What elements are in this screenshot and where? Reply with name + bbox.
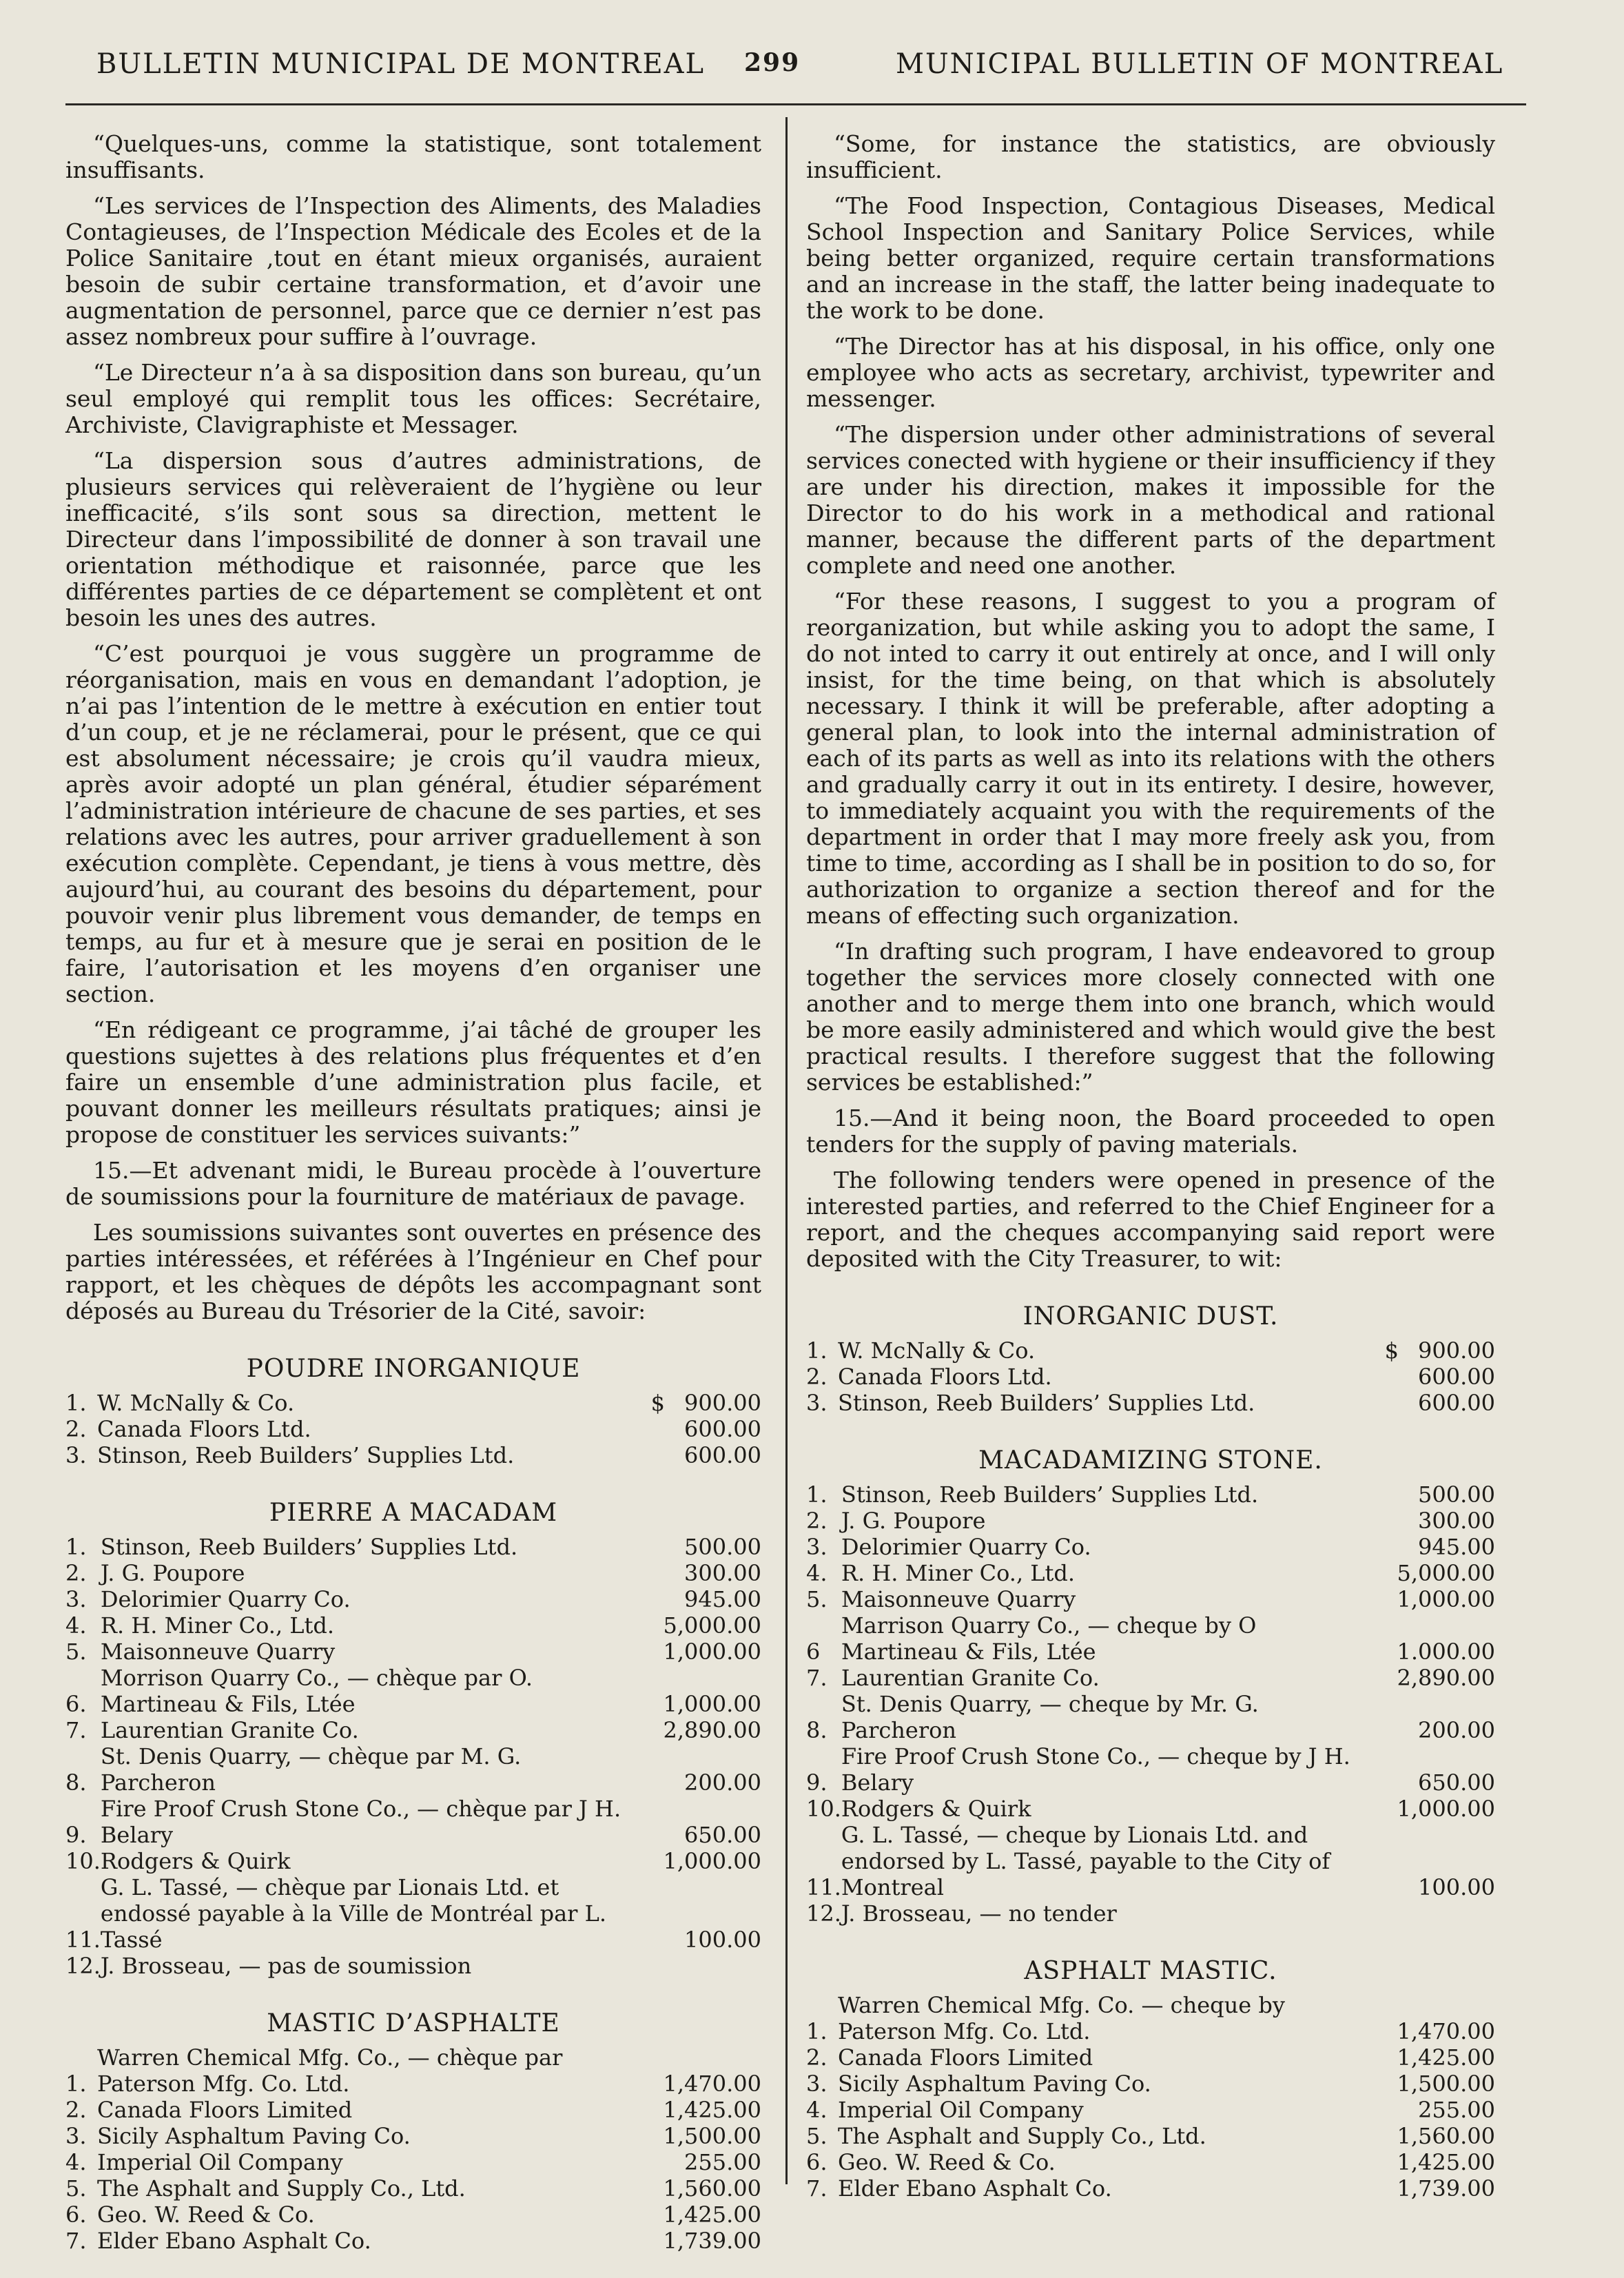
dollar-sign <box>1377 1691 1397 1743</box>
tender-name <box>841 1586 1377 1612</box>
tender-amount: 650.00 <box>684 1822 761 1848</box>
tender-name-text: G. L. Tassé, — cheque by Lionais Ltd. and endorsed by L. Tassé, payable to the City of Montreal <box>841 1822 1330 1900</box>
tender-number: 1. <box>806 1337 828 1364</box>
tender-name <box>841 1822 1377 1900</box>
tender-amount: 2,890.00 <box>1397 1665 1495 1691</box>
tender-row <box>806 1822 1495 1900</box>
tender-name-text: Rodgers & Quirk <box>841 1796 1031 1822</box>
tender-number: 3. <box>65 2123 87 2149</box>
tender-number: 12. <box>65 1953 101 1979</box>
header-rule <box>65 103 1526 105</box>
tender-amount: 5,000.00 <box>1397 1560 1495 1586</box>
tender-name <box>841 1796 1377 1822</box>
tender-amount: 900.00 <box>684 1390 761 1416</box>
tender-row <box>806 1508 1495 1534</box>
tender-number: 10. <box>65 1848 101 1874</box>
tender-section-heading: ASPHALT MASTIC. <box>1024 1957 1277 1985</box>
tender-amount: 600.00 <box>684 1442 761 1468</box>
tender-amount: 100.00 <box>1418 1874 1495 1900</box>
tender-name <box>838 2123 1377 2149</box>
tender-row <box>65 1416 761 1442</box>
tender-amount: 200.00 <box>684 1769 761 1796</box>
tender-name-text: Fire Proof Crush Stone Co., — chèque par J H. Belary <box>100 1796 621 1848</box>
dollar-sign <box>644 1416 665 1442</box>
tender-name-text: Stinson, Reeb Builders’ Supplies Ltd. <box>100 1534 518 1560</box>
paragraph: 15.—Et advenant midi, le Bureau procède à l’ouverture de soumissions pour la fourniture de matériaux de pavage. <box>65 1157 761 1210</box>
dollar-sign <box>1377 1900 1397 1927</box>
tender-name <box>101 1534 643 1560</box>
tender-row <box>806 1691 1495 1743</box>
tender-table <box>65 2044 761 2254</box>
tender-amount: 900.00 <box>1418 1337 1495 1364</box>
tender-amount: 1,000.00 <box>663 1691 761 1717</box>
tender-amount: 1,000.00 <box>1397 1796 1495 1822</box>
tender-name-text: Elder Ebano Asphalt Co. <box>97 2228 371 2254</box>
dollar-sign <box>1377 1560 1397 1586</box>
tender-amount: 200.00 <box>1418 1717 1495 1743</box>
tender-name-text: Canada Floors Limited <box>97 2097 353 2123</box>
dollar-sign <box>1377 1796 1397 1822</box>
tender-number: 10. <box>806 1796 841 1822</box>
tender-number: 9. <box>65 1822 87 1848</box>
dollar-sign <box>1377 2071 1397 2097</box>
tender-name-text: Canada Floors Limited <box>838 2044 1093 2071</box>
paragraph: “The Director has at his disposal, in his office, only one employee who acts as secretary, archivist, typewriter and messenger. <box>806 333 1495 412</box>
dollar-sign <box>643 1612 664 1639</box>
tender-name <box>97 2202 643 2228</box>
tender-name-text: Maisonneuve Quarry <box>841 1586 1076 1612</box>
paragraph: “La dispersion sous d’autres administrations, de plusieurs services qui relèveraient de l’hygiène ou leur inefficacité, s’ils sont sous sa direction, mettent le Directeur dans l’impossibilité de donner à son travail une orientation méthodique et raisonnée, parce que les différentes parties de ce département se complètent et ont besoin les unes des autres. <box>65 447 761 631</box>
tender-row <box>65 1534 761 1560</box>
paragraph: “Quelques-uns, comme la statistique, sont totalement insuffisants. <box>65 130 761 183</box>
tender-number: 12. <box>806 1900 841 1927</box>
tender-row <box>806 1992 1495 2044</box>
tender-amount <box>1397 1900 1496 1927</box>
tender-name-text: Canada Floors Ltd. <box>97 1416 311 1442</box>
tender-name <box>97 1390 644 1416</box>
tender-name-text: Geo. W. Reed & Co. <box>838 2149 1056 2175</box>
tender-name <box>841 1900 1377 1927</box>
paragraph: “For these reasons, I suggest to you a program of reorganization, but while asking you to adopt the same, I do not inted to carry it out entirely at once, and I will only insist, for the time being, on that which is absolutely necessary. I think it will be preferable, after adopting a general plan, to look into the internal administration of each of its parts as well as into its relations with the others and gradually carry it out in its entirety. I desire, however, to immediately acquaint you with the requirements of the department in order that I may more freely ask you, from time to time, according as I shall be in position to do so, for authorization to organize a section thereof and for the means of effecting such organization. <box>806 588 1495 929</box>
tender-amount: 1,000.00 <box>663 1639 761 1665</box>
tender-name-text: R. H. Miner Co., Ltd. <box>841 1560 1076 1586</box>
paragraph: “The dispersion under other administrations of several services conected with hygiene or their insufficiency if they are under his direction, makes it impossible for the Director to do his work in a methodical and rational manner, because the different parts of the department complete and need one another. <box>806 421 1495 579</box>
tender-table <box>806 1337 1495 1416</box>
tender-amount: 1,425.00 <box>1397 2149 1495 2175</box>
tender-number: 5. <box>806 2123 828 2149</box>
tender-name-text: St. Denis Quarry, — cheque by Mr. G. Parcheron <box>841 1691 1259 1743</box>
dollar-sign <box>1377 1665 1397 1691</box>
tender-row <box>806 2123 1495 2149</box>
tender-row <box>806 2149 1495 2175</box>
tender-row <box>806 2071 1495 2097</box>
tender-row <box>65 1796 761 1848</box>
dollar-sign <box>1377 2097 1397 2123</box>
tender-number: 1. <box>65 2071 87 2097</box>
dollar-sign <box>643 1717 664 1743</box>
tender-table <box>65 1534 761 1979</box>
dollar-sign <box>1377 1534 1397 1560</box>
tender-number: 1. <box>806 1481 828 1508</box>
tender-amount: 945.00 <box>684 1586 761 1612</box>
tender-row <box>65 1848 761 1874</box>
french-column <box>65 131 761 2254</box>
tender-name <box>838 2149 1377 2175</box>
column-divider <box>785 117 788 2184</box>
tender-name <box>97 2175 643 2202</box>
header-left-title: BULLETIN MUNICIPAL DE MONTREAL <box>96 48 706 80</box>
tender-number: 8. <box>65 1769 87 1796</box>
tender-row <box>65 1560 761 1586</box>
tender-number: 2. <box>806 2044 828 2071</box>
tender-amount: 500.00 <box>684 1534 761 1560</box>
tender-number: 4. <box>806 2097 828 2123</box>
tender-row <box>806 2175 1495 2202</box>
tender-amount: 100.00 <box>684 1927 761 1953</box>
tender-amount: 300.00 <box>684 1560 761 1586</box>
tender-name-text: Marrison Quarry Co., — cheque by O Martineau & Fils, Ltée <box>841 1612 1257 1665</box>
tender-name <box>97 2044 643 2097</box>
tender-section-heading: MACADAMIZING STONE. <box>978 1446 1323 1475</box>
tender-number: 1. <box>65 1534 87 1560</box>
dollar-sign <box>1377 1743 1397 1796</box>
dollar-sign <box>644 1442 665 1468</box>
tender-amount: 600.00 <box>1418 1390 1495 1416</box>
tender-name <box>838 2097 1377 2123</box>
tender-name-text: Morrison Quarry Co., — chèque par O. Martineau & Fils, Ltée <box>100 1665 533 1717</box>
dollar-sign <box>1377 1992 1397 2044</box>
tender-row <box>65 2149 761 2175</box>
tender-row <box>806 1390 1495 1416</box>
tender-name-text: Sicily Asphaltum Paving Co. <box>838 2071 1151 2097</box>
dollar-sign <box>1377 1586 1397 1612</box>
tender-amount: 5,000.00 <box>663 1612 761 1639</box>
tender-row <box>65 1665 761 1717</box>
tender-table <box>806 1481 1495 1927</box>
tender-number: 4. <box>65 2149 87 2175</box>
tender-name <box>101 1717 643 1743</box>
dollar-sign <box>1377 1508 1397 1534</box>
dollar-sign <box>1377 2149 1397 2175</box>
tender-amount: 1,425.00 <box>663 2202 761 2228</box>
tender-amount: 1,500.00 <box>663 2123 761 2149</box>
tender-number: 11. <box>65 1927 101 1953</box>
dollar-sign <box>643 1665 664 1717</box>
tender-name <box>101 1874 643 1953</box>
tender-row <box>65 1743 761 1796</box>
tender-amount: 1,470.00 <box>1397 2018 1495 2044</box>
tender-name-text: R. H. Miner Co., Ltd. <box>100 1612 335 1639</box>
tender-amount: 1.000.00 <box>1397 1639 1495 1665</box>
tender-amount: 600.00 <box>1418 1364 1495 1390</box>
tender-row <box>806 1481 1495 1508</box>
tender-name-text: Laurentian Granite Co. <box>100 1717 359 1743</box>
tender-name-text: Stinson, Reeb Builders’ Supplies Ltd. <box>838 1390 1255 1416</box>
dollar-sign <box>643 1639 664 1665</box>
tender-section-heading: POUDRE INORGANIQUE <box>246 1355 581 1383</box>
paragraph: Les soumissions suivantes sont ouvertes en présence des parties intéressées, et référées à l’Ingénieur en Chef pour rapport, et les chèques de dépôts les accompagnant sont déposés au Bureau du Trésorier de la Cité, savoir: <box>65 1219 761 1324</box>
tender-name-text: The Asphalt and Supply Co., Ltd. <box>838 2123 1206 2149</box>
tender-name <box>841 1743 1377 1796</box>
tender-number: 5. <box>806 1586 828 1612</box>
tender-amount: 500.00 <box>1418 1481 1495 1508</box>
dollar-sign <box>643 2228 664 2254</box>
tender-amount: 1,560.00 <box>663 2175 761 2202</box>
tender-name-text: Imperial Oil Company <box>97 2149 343 2175</box>
dollar-sign <box>1377 1822 1397 1900</box>
dollar-sign <box>643 2149 664 2175</box>
dollar-sign <box>643 1796 664 1848</box>
tender-number: 5. <box>65 1639 87 1665</box>
tender-number: 1. <box>65 1390 87 1416</box>
tender-row <box>65 1612 761 1639</box>
tender-row <box>65 2228 761 2254</box>
tender-name-text: J. G. Poupore <box>841 1508 986 1534</box>
tender-table <box>65 1390 761 1468</box>
tender-row <box>65 1390 761 1416</box>
paragraph: “En rédigeant ce programme, j’ai tâché de grouper les questions sujettes à des relations plus fréquentes et d’en faire un ensemble d’une administration plus facile, et pouvant donner les meilleurs résultats pratiques; ainsi je propose de constituer les services suivants:” <box>65 1016 761 1148</box>
tender-name <box>101 1586 643 1612</box>
tender-row <box>806 2044 1495 2071</box>
tender-number: 3. <box>65 1442 87 1468</box>
dollar-sign <box>643 1953 664 1979</box>
tender-name <box>841 1691 1377 1743</box>
tender-name-text: Fire Proof Crush Stone Co., — cheque by J H. Belary <box>841 1743 1350 1796</box>
paragraph: “In drafting such program, I have endeavored to group together the services more closely connected with one another and to merge them into one branch, which would be more easily administered and which would give the best practical results. I therefore suggest that the following services be established:” <box>806 938 1495 1096</box>
tender-name <box>841 1508 1377 1534</box>
tender-amount: 1,425.00 <box>1397 2044 1495 2071</box>
tender-amount: 1,560.00 <box>1397 2123 1495 2149</box>
tender-row <box>806 1560 1495 1586</box>
tender-name <box>838 1337 1378 1364</box>
tender-amount: 600.00 <box>684 1416 761 1442</box>
tender-name <box>838 1992 1377 2044</box>
tender-name <box>838 2071 1377 2097</box>
tender-section-heading: INORGANIC DUST. <box>1022 1302 1279 1331</box>
tender-name <box>841 1481 1377 1508</box>
tender-name-text: St. Denis Quarry, — chèque par M. G. Parcheron <box>100 1743 522 1796</box>
tender-name <box>97 2228 643 2254</box>
tender-name-text: Canada Floors Ltd. <box>838 1364 1052 1390</box>
tender-number: 2. <box>65 1416 87 1442</box>
tender-name-text: Geo. W. Reed & Co. <box>97 2202 315 2228</box>
tender-number: 7. <box>806 2175 828 2202</box>
tender-number: 2. <box>806 1364 828 1390</box>
dollar-sign <box>1377 1612 1397 1665</box>
tender-name-text: J. Brosseau, — pas de soumission <box>100 1953 472 1979</box>
tender-name-text: Warren Chemical Mfg. Co. — cheque by Paterson Mfg. Co. Ltd. <box>838 1992 1285 2044</box>
tender-number: 7. <box>806 1665 828 1691</box>
tender-amount: 1,739.00 <box>663 2228 761 2254</box>
dollar-sign <box>643 1874 664 1953</box>
tender-number: 3. <box>65 1586 87 1612</box>
tender-name <box>838 1364 1378 1390</box>
tender-number: 7. <box>65 2228 87 2254</box>
tender-name-text: J. Brosseau, — no tender <box>841 1900 1117 1927</box>
tender-amount: 255.00 <box>1418 2097 1495 2123</box>
tender-number: 1. <box>806 2018 828 2044</box>
tender-number: 8. <box>806 1717 828 1743</box>
tender-name-text: Warren Chemical Mfg. Co., — chèque par Paterson Mfg. Co. Ltd. <box>97 2044 563 2097</box>
dollar-sign <box>643 1560 664 1586</box>
tender-name-text: G. L. Tassé, — chèque par Lionais Ltd. et endossé payable à la Ville de Montréal par L. Tassé <box>100 1874 607 1953</box>
dollar-sign <box>643 2044 664 2097</box>
tender-name <box>97 1442 644 1468</box>
tender-row <box>806 1743 1495 1796</box>
tender-row <box>806 1337 1495 1364</box>
tender-row <box>65 1953 761 1979</box>
header-right-title: MUNICIPAL BULLETIN OF MONTREAL <box>896 48 1504 80</box>
tender-amount: 945.00 <box>1418 1534 1495 1560</box>
tender-row <box>65 2044 761 2097</box>
tender-name <box>101 1796 643 1848</box>
paragraph: The following tenders were opened in presence of the interested parties, and referred to the Chief Engineer for a report, and the cheques accompanying said report were deposited with the City Treasurer, to wit: <box>806 1167 1495 1272</box>
tender-amount <box>664 1953 762 1979</box>
tender-name <box>101 1639 643 1665</box>
tender-name <box>838 1390 1378 1416</box>
tender-amount: 1,470.00 <box>663 2071 761 2097</box>
dollar-sign <box>643 2202 664 2228</box>
tender-amount: 1,000.00 <box>663 1848 761 1874</box>
dollar-sign <box>1378 1390 1399 1416</box>
dollar-sign <box>643 1534 664 1560</box>
tender-row <box>65 1874 761 1953</box>
tender-number: 7. <box>65 1717 87 1743</box>
tender-row <box>806 1796 1495 1822</box>
tender-name-text: Imperial Oil Company <box>838 2097 1084 2123</box>
tender-amount: 255.00 <box>684 2149 761 2175</box>
tender-name-text: Maisonneuve Quarry <box>100 1639 336 1665</box>
tender-name-text: Laurentian Granite Co. <box>841 1665 1100 1691</box>
tender-amount: 2,890.00 <box>663 1717 761 1743</box>
tender-name <box>101 1560 643 1586</box>
tender-name-text: Sicily Asphaltum Paving Co. <box>97 2123 411 2149</box>
tender-row <box>806 1364 1495 1390</box>
tender-name <box>841 1612 1377 1665</box>
tender-name <box>841 1560 1377 1586</box>
tender-number: 4. <box>806 1560 828 1586</box>
tender-row <box>806 1612 1495 1665</box>
tender-number: 4. <box>65 1612 87 1639</box>
tender-name <box>97 2097 643 2123</box>
tender-name <box>101 1953 643 1979</box>
dollar-sign: $ <box>1384 1337 1399 1364</box>
tender-number: 2. <box>65 2097 87 2123</box>
tender-number: 6. <box>65 2202 87 2228</box>
dollar-sign <box>1377 2123 1397 2149</box>
tender-row <box>65 2175 761 2202</box>
paragraph: 15.—And it being noon, the Board proceeded to open tenders for the supply of paving materials. <box>806 1105 1495 1158</box>
tender-name-text: Delorimier Quarry Co. <box>100 1586 351 1612</box>
tender-name-text: Delorimier Quarry Co. <box>841 1534 1091 1560</box>
paragraph: “C’est pourquoi je vous suggère un programme de réorganisation, mais en vous en demandant l’adoption, je n’ai pas l’intention de le mettre à exécution en entier tout d’un coup, et je ne réclamerai, pour le présent, que ce qui est absolument nécessaire; je crois qu’il vaudra mieux, après avoir adopté un plan général, étudier séparément l’administration intérieure de chacune de ses parties, et ses relations avec les autres, pour arriver graduellement à son exécution complète. Cependant, je tiens à vous mettre, dès aujourd’hui, au courant des besoins du département, pour pouvoir venir plus librement vous demander, de temps en temps, au fur et à mesure que je serai en position de le faire, l’autorisation et les moyens d’en organiser une section. <box>65 640 761 1007</box>
dollar-sign <box>1378 1364 1399 1390</box>
tender-name-text: Stinson, Reeb Builders’ Supplies Ltd. <box>841 1481 1259 1508</box>
tender-name-text: Stinson, Reeb Builders’ Supplies Ltd. <box>97 1442 515 1468</box>
tender-number: 3. <box>806 1390 828 1416</box>
tender-amount: 300.00 <box>1418 1508 1495 1534</box>
tender-name-text: J. G. Poupore <box>100 1560 245 1586</box>
english-column <box>806 131 1495 2202</box>
tender-number: 6 <box>806 1639 821 1665</box>
tender-number: 2. <box>806 1508 828 1534</box>
tender-row <box>806 1665 1495 1691</box>
dollar-sign <box>643 1848 664 1874</box>
tender-number: 3. <box>806 2071 828 2097</box>
paragraph: “Le Directeur n’a à sa disposition dans son bureau, qu’un seul employé qui remplit tous les offices: Secrétaire, Archiviste, Clavigraphiste et Messager. <box>65 359 761 438</box>
tender-name <box>97 2149 643 2175</box>
tender-row <box>65 1586 761 1612</box>
tender-amount: 650.00 <box>1418 1769 1495 1796</box>
tender-section-heading: MASTIC D’ASPHALTE <box>267 2009 560 2038</box>
tender-name <box>101 1665 643 1717</box>
dollar-sign <box>643 1586 664 1612</box>
tender-table <box>806 1992 1495 2202</box>
tender-row <box>806 1900 1495 1927</box>
tender-name <box>97 1416 644 1442</box>
tender-row <box>65 1717 761 1743</box>
dollar-sign <box>643 2175 664 2202</box>
tender-row <box>65 1639 761 1665</box>
dollar-sign: $ <box>650 1390 665 1416</box>
paragraph: “The Food Inspection, Contagious Diseases, Medical School Inspection and Sanitary Police Services, while being better organized, require certain transformations and an increase in the staff, the latter being inadequate to the work to be done. <box>806 192 1495 324</box>
tender-number: 11. <box>806 1874 841 1900</box>
tender-section-heading: PIERRE A MACADAM <box>269 1499 558 1527</box>
tender-row <box>806 2097 1495 2123</box>
tender-name-text: W. McNally & Co. <box>838 1337 1036 1364</box>
tender-name <box>841 1665 1377 1691</box>
tender-name <box>101 1743 643 1796</box>
tender-name <box>97 2123 643 2149</box>
tender-name <box>838 2175 1377 2202</box>
tender-name <box>101 1612 643 1639</box>
tender-name-text: Elder Ebano Asphalt Co. <box>838 2175 1112 2202</box>
tender-amount: 1,000.00 <box>1397 1586 1495 1612</box>
tender-amount: 1,739.00 <box>1397 2175 1495 2202</box>
paragraph: “Les services de l’Inspection des Aliments, des Maladies Contagieuses, de l’Inspection Médicale des Ecoles et de la Police Sanitaire ,tout en étant mieux organisés, auraient besoin de subir certaine transformation, et d’avoir une augmentation de personnel, parce que ce dernier n’est pas assez nombreux pour suffire à l’ouvrage. <box>65 192 761 350</box>
tender-name <box>841 1534 1377 1560</box>
dollar-sign <box>643 2123 664 2149</box>
page-number: 299 <box>744 48 801 77</box>
tender-row <box>65 1442 761 1468</box>
tender-number: 5. <box>65 2175 87 2202</box>
dollar-sign <box>1377 2044 1397 2071</box>
dollar-sign <box>1377 1481 1397 1508</box>
tender-name <box>101 1848 643 1874</box>
tender-name <box>838 2044 1377 2071</box>
tender-amount: 1,425.00 <box>663 2097 761 2123</box>
tender-row <box>65 2123 761 2149</box>
tender-name-text: Rodgers & Quirk <box>100 1848 291 1874</box>
dollar-sign <box>643 1743 664 1796</box>
tender-number: 6. <box>65 1691 87 1717</box>
tender-row <box>806 1586 1495 1612</box>
tender-name-text: The Asphalt and Supply Co., Ltd. <box>97 2175 466 2202</box>
tender-name-text: W. McNally & Co. <box>97 1390 295 1416</box>
tender-row <box>65 2097 761 2123</box>
tender-number: 6. <box>806 2149 828 2175</box>
tender-row <box>65 2202 761 2228</box>
dollar-sign <box>643 2097 664 2123</box>
tender-number: 9. <box>806 1769 828 1796</box>
paragraph: “Some, for instance the statistics, are obviously insufficient. <box>806 130 1495 183</box>
tender-number: 2. <box>65 1560 87 1586</box>
tender-amount: 1,500.00 <box>1397 2071 1495 2097</box>
tender-row <box>806 1534 1495 1560</box>
dollar-sign <box>1377 2175 1397 2202</box>
tender-number: 3. <box>806 1534 828 1560</box>
